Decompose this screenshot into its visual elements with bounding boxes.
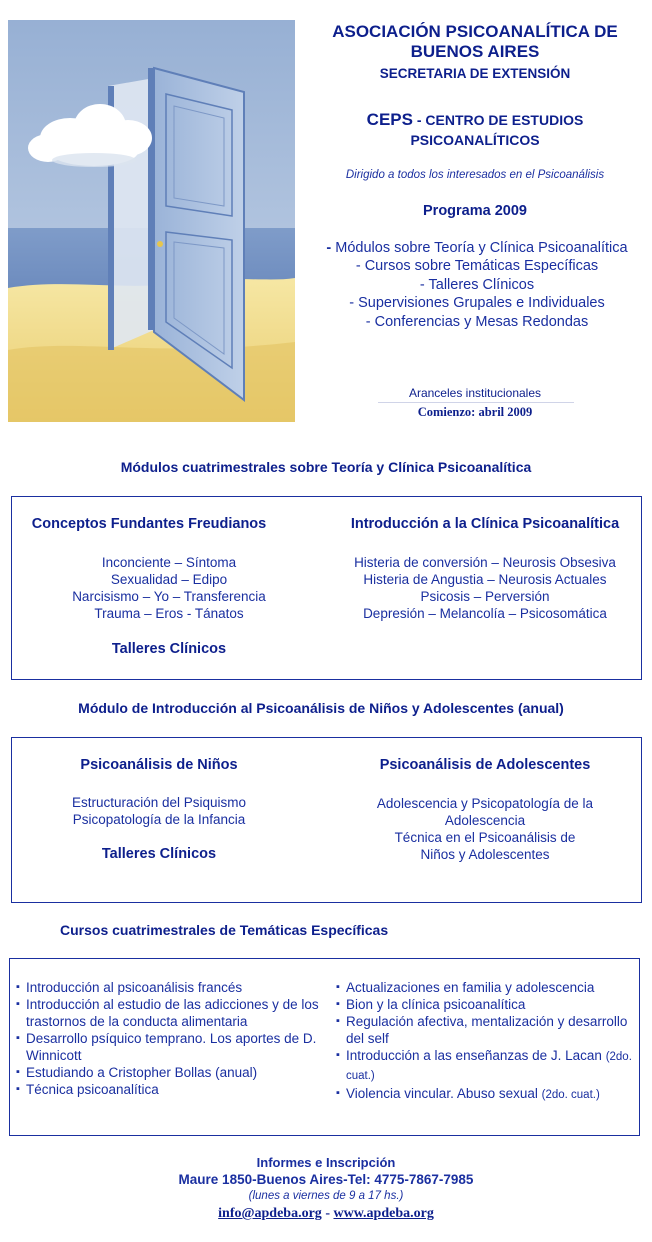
- term-note: (2do. cuat.): [346, 1051, 632, 1082]
- course-list-left: [16, 979, 322, 1098]
- column-heading: Conceptos Fundantes Freudianos: [31, 516, 267, 532]
- topic-line: Trauma – Eros - Tánatos: [94, 606, 244, 621]
- topic-list: [330, 554, 640, 622]
- divider: [378, 402, 574, 403]
- topic-line: Narcisismo – Yo – Transferencia: [72, 589, 266, 604]
- organization-title: ASOCIACIÓN PSICOANALÍTICA DE BUENOS AIRES: [332, 22, 618, 61]
- workshops-heading: Talleres Clínicos: [111, 641, 227, 657]
- department-subtitle: SECRETARIA DE EXTENSIÓN: [379, 66, 571, 81]
- office-hours: (lunes a viernes de 9 a 17 hs.): [248, 1190, 404, 1202]
- list-item: ▪ Regulación afectiva, mentalización y desarrollo del self: [336, 1013, 636, 1047]
- term-note: (2do. cuat.): [541, 1089, 600, 1101]
- section-title-modules: Módulos cuatrimestrales sobre Teoría y Clínica Psicoanalítica: [120, 459, 532, 475]
- topic-line: Estructuración del Psiquismo: [71, 795, 247, 810]
- list-item: ▪ Actualizaciones en familia y adolescencia: [336, 979, 636, 996]
- ceps-name: - CENTRO DE ESTUDIOS PSICOANALÍTICOS: [410, 112, 584, 148]
- ceps-acronym: CEPS: [366, 110, 413, 129]
- ceps-title: [302, 110, 648, 150]
- topic-line: Histeria de Angustia – Neurosis Actuales: [363, 572, 607, 587]
- topic-line: Psicopatología de la Infancia: [72, 812, 246, 827]
- door-cloud-illustration: [8, 20, 295, 422]
- offering-label: Módulos sobre Teoría y Clínica Psicoanalítica: [335, 240, 628, 256]
- topic-list: [14, 794, 304, 828]
- offering-item: - Cursos sobre Temáticas Específicas: [355, 258, 599, 275]
- offering-dash: -: [326, 240, 336, 256]
- contact-address: Maure 1850-Buenos Aires-Tel: 4775-7867-7985: [178, 1172, 474, 1187]
- list-item: [336, 1047, 636, 1085]
- column-heading: Introducción a la Clínica Psicoanalítica: [350, 516, 620, 532]
- offering-item: - Talleres Clínicos: [419, 276, 535, 293]
- topic-line: Psicosis – Perversión: [420, 589, 550, 604]
- contact-links: [0, 1206, 652, 1222]
- list-item: ▪ Bion y la clínica psicoanalítica: [336, 996, 636, 1013]
- column-heading: Psicoanálisis de Niños: [80, 757, 238, 773]
- list-item: [336, 1085, 636, 1104]
- start-date: Comienzo: abril 2009: [417, 405, 533, 419]
- topic-line: Histeria de conversión – Neurosis Obsesiva: [354, 555, 616, 570]
- topic-line: Adolescencia y Psicopatología de la: [376, 796, 594, 811]
- topic-list: [14, 554, 324, 622]
- topic-line: Adolescencia: [444, 813, 526, 828]
- list-item: ▪ Desarrollo psíquico temprano. Los aportes de D. Winnicott: [16, 1030, 322, 1064]
- list-item: ▪ Técnica psicoanalítica: [16, 1081, 322, 1098]
- topic-line: Depresión – Melancolía – Psicosomática: [363, 606, 607, 621]
- list-item: ▪ Introducción al estudio de las adicciones y de los trastornos de la conducta alimentaria: [16, 996, 322, 1030]
- course-label: Introducción a las enseñanzas de J. Lacan: [346, 1048, 602, 1063]
- column-heading: Psicoanálisis de Adolescentes: [379, 757, 591, 773]
- section-title-courses: Cursos cuatrimestrales de Temáticas Específicas: [60, 922, 389, 938]
- contact-heading: Informes e Inscripción: [256, 1155, 396, 1170]
- section-title-children: Módulo de Introducción al Psicoanálisis de Niños y Adolescentes (anual): [78, 700, 564, 716]
- offering-item: - Conferencias y Mesas Redondas: [365, 313, 589, 330]
- topic-line: Niños y Adolescentes: [420, 847, 550, 862]
- website-link[interactable]: www.apdeba.org: [333, 1206, 434, 1221]
- topic-line: Sexualidad – Edipo: [110, 572, 228, 587]
- course-list-right: [336, 979, 636, 1104]
- offering-item: - Supervisiones Grupales e Individuales: [349, 295, 605, 312]
- list-item: ▪ Introducción al psicoanálisis francés: [16, 979, 322, 996]
- program-title: Programa 2009: [423, 203, 527, 219]
- offering-item: [302, 239, 652, 257]
- list-item: ▪ Estudiando a Cristopher Bollas (anual): [16, 1064, 322, 1081]
- audience-note: Dirigido a todos los interesados en el Psicoanálisis: [345, 169, 605, 181]
- topic-list: [330, 795, 640, 863]
- fees-note: Aranceles institucionales: [408, 386, 542, 400]
- program-offerings: [302, 239, 652, 331]
- course-label: Violencia vincular. Abuso sexual: [346, 1086, 542, 1101]
- workshops-heading: Talleres Clínicos: [101, 846, 217, 862]
- topic-line: Técnica en el Psicoanálisis de: [394, 830, 576, 845]
- email-link[interactable]: info@apdeba.org: [218, 1206, 322, 1221]
- link-separator: -: [321, 1206, 334, 1221]
- topic-line: Inconciente – Síntoma: [101, 555, 237, 570]
